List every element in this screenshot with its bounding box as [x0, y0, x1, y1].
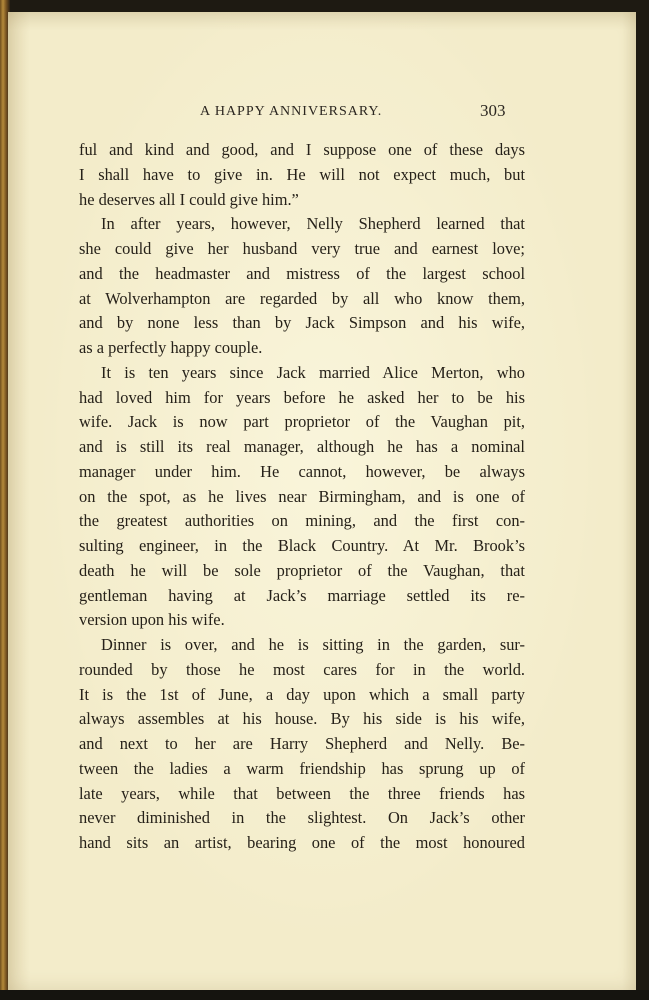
text-line: at Wolverhampton are regarded by all who know them, — [79, 288, 525, 308]
text-line: and by none less than by Jack Simpson and his wife, — [79, 313, 525, 333]
paragraph-start-line: Dinner is over, and he is sitting in the garden, sur- — [101, 635, 525, 654]
text-line: manager under him. He cannot, however, be always — [79, 461, 525, 481]
text-line: late years, while that between the three friends has — [79, 783, 525, 803]
text-line: I shall have to give in. He will not expect much, but — [79, 164, 525, 184]
text-line: gentleman having at Jack’s marriage settled its re- — [79, 585, 525, 605]
text-line: tween the ladies a warm friendship has sprung up of — [79, 758, 525, 778]
text-line: rounded by those he most cares for in the world. — [79, 659, 525, 679]
text-line: wife. Jack is now part proprietor of the Vaughan pit, — [79, 412, 525, 432]
paragraph-start-line: It is ten years since Jack married Alice Merton, who — [101, 362, 525, 382]
text-line: on the spot, as he lives near Birmingham, and is one of — [79, 486, 525, 506]
text-line: as a perfectly happy couple. — [79, 338, 263, 357]
body-text — [79, 138, 525, 856]
text-line: always assembles at his house. By his side is his wife, — [79, 709, 525, 729]
paragraph-start-line: In after years, however, Nelly Shepherd learned that — [101, 214, 525, 234]
text-line: sulting engineer, in the Black Country. At Mr. Brook’s — [79, 536, 525, 555]
text-line: hand sits an artist, bearing one of the most honoured — [79, 833, 525, 852]
text-line: never diminished in the slightest. On Jack’s other — [79, 808, 525, 828]
text-line: and next to her are Harry Shepherd and Nelly. Be- — [79, 734, 525, 753]
text-line: version upon his wife. — [79, 610, 225, 630]
text-line: she could give her husband very true and earnest love; — [79, 239, 525, 258]
text-line: and the headmaster and mistress of the largest school — [79, 263, 525, 283]
text-line: death he will be sole proprietor of the Vaughan, that — [79, 560, 525, 580]
text-line: the greatest authorities on mining, and the first con- — [79, 511, 525, 531]
page-bottom-edge — [0, 990, 649, 1000]
text-line: and is still its real manager, although he has a nominal — [79, 437, 525, 456]
text-line: he deserves all I could give him.” — [79, 189, 299, 209]
text-line: ful and kind and good, and I suppose one of these days — [79, 140, 525, 159]
text-line: It is the 1st of June, a day upon which a small party — [79, 684, 525, 704]
text-line: had loved him for years before he asked her to be his — [79, 387, 525, 407]
running-title: A HAPPY ANNIVERSARY. — [200, 104, 383, 119]
page-number: 303 — [480, 101, 506, 120]
